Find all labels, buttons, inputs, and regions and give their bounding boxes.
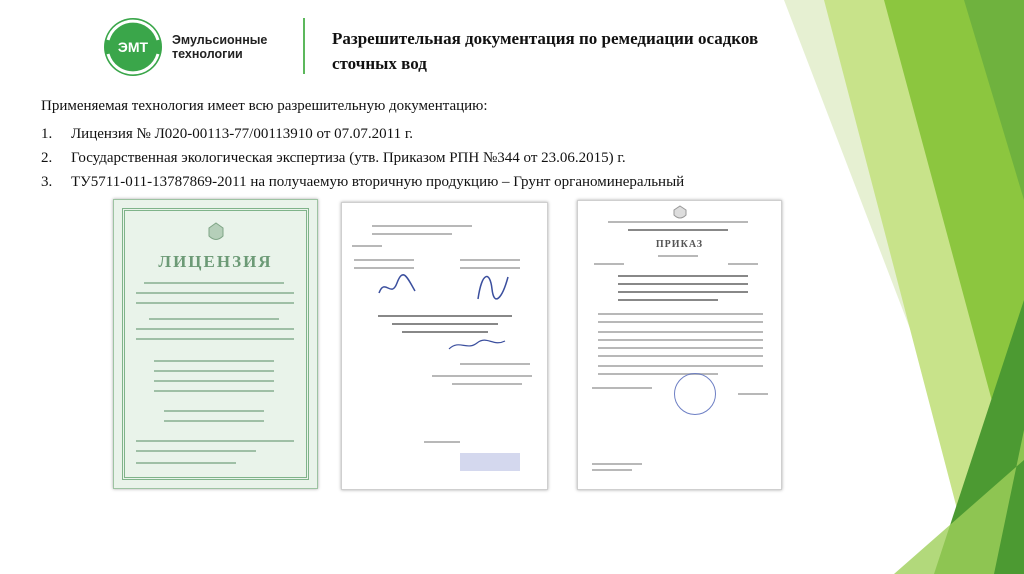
list-item-text: Лицензия № Л020-00113-77/00113910 от 07.07.2011 г. [71, 125, 414, 142]
signature-image [377, 273, 417, 301]
order-heading: ПРИКАЗ [655, 239, 704, 250]
logo-abbr: ЭМТ [117, 39, 149, 55]
list-item-number: 1. [41, 125, 53, 142]
logo-line-1: Эмульсионные [172, 33, 268, 47]
license-scan-image [113, 199, 318, 489]
round-stamp-image [674, 373, 716, 415]
document-list [41, 122, 684, 194]
signature-image [447, 337, 507, 353]
stamp-image [460, 453, 520, 471]
license-heading: ЛИЦЕНЗИЯ [158, 252, 273, 271]
list-item [41, 170, 684, 194]
logo-line-2: технологии [172, 47, 243, 61]
emt-logo-icon [102, 16, 164, 78]
list-item-text: ТУ5711-011-13787869-2011 на получаемую вторичную продукцию – Грунт органоминеральный [71, 173, 685, 190]
list-item-text: Государственная экологическая экспертиза (утв. Приказом РПН №344 от 23.06.2015) г. [71, 149, 626, 166]
signature-image [472, 269, 512, 303]
intro-text: Применяемая технология имеет всю разрешительную документацию: [41, 98, 488, 114]
emblem-icon [672, 205, 688, 221]
decorative-green-shapes [764, 0, 1024, 574]
list-item-number: 2. [41, 149, 53, 166]
emblem-icon [206, 222, 226, 244]
list-item-number: 3. [41, 173, 53, 190]
list-item [41, 122, 684, 146]
list-item [41, 146, 684, 170]
order-scan-image [577, 200, 782, 490]
slide-title: Разрешительная документация по ремедиации осадков сточных вод [332, 29, 759, 73]
technical-specs-scan-image [341, 202, 548, 490]
header-divider [303, 18, 305, 74]
company-logo [102, 16, 267, 78]
